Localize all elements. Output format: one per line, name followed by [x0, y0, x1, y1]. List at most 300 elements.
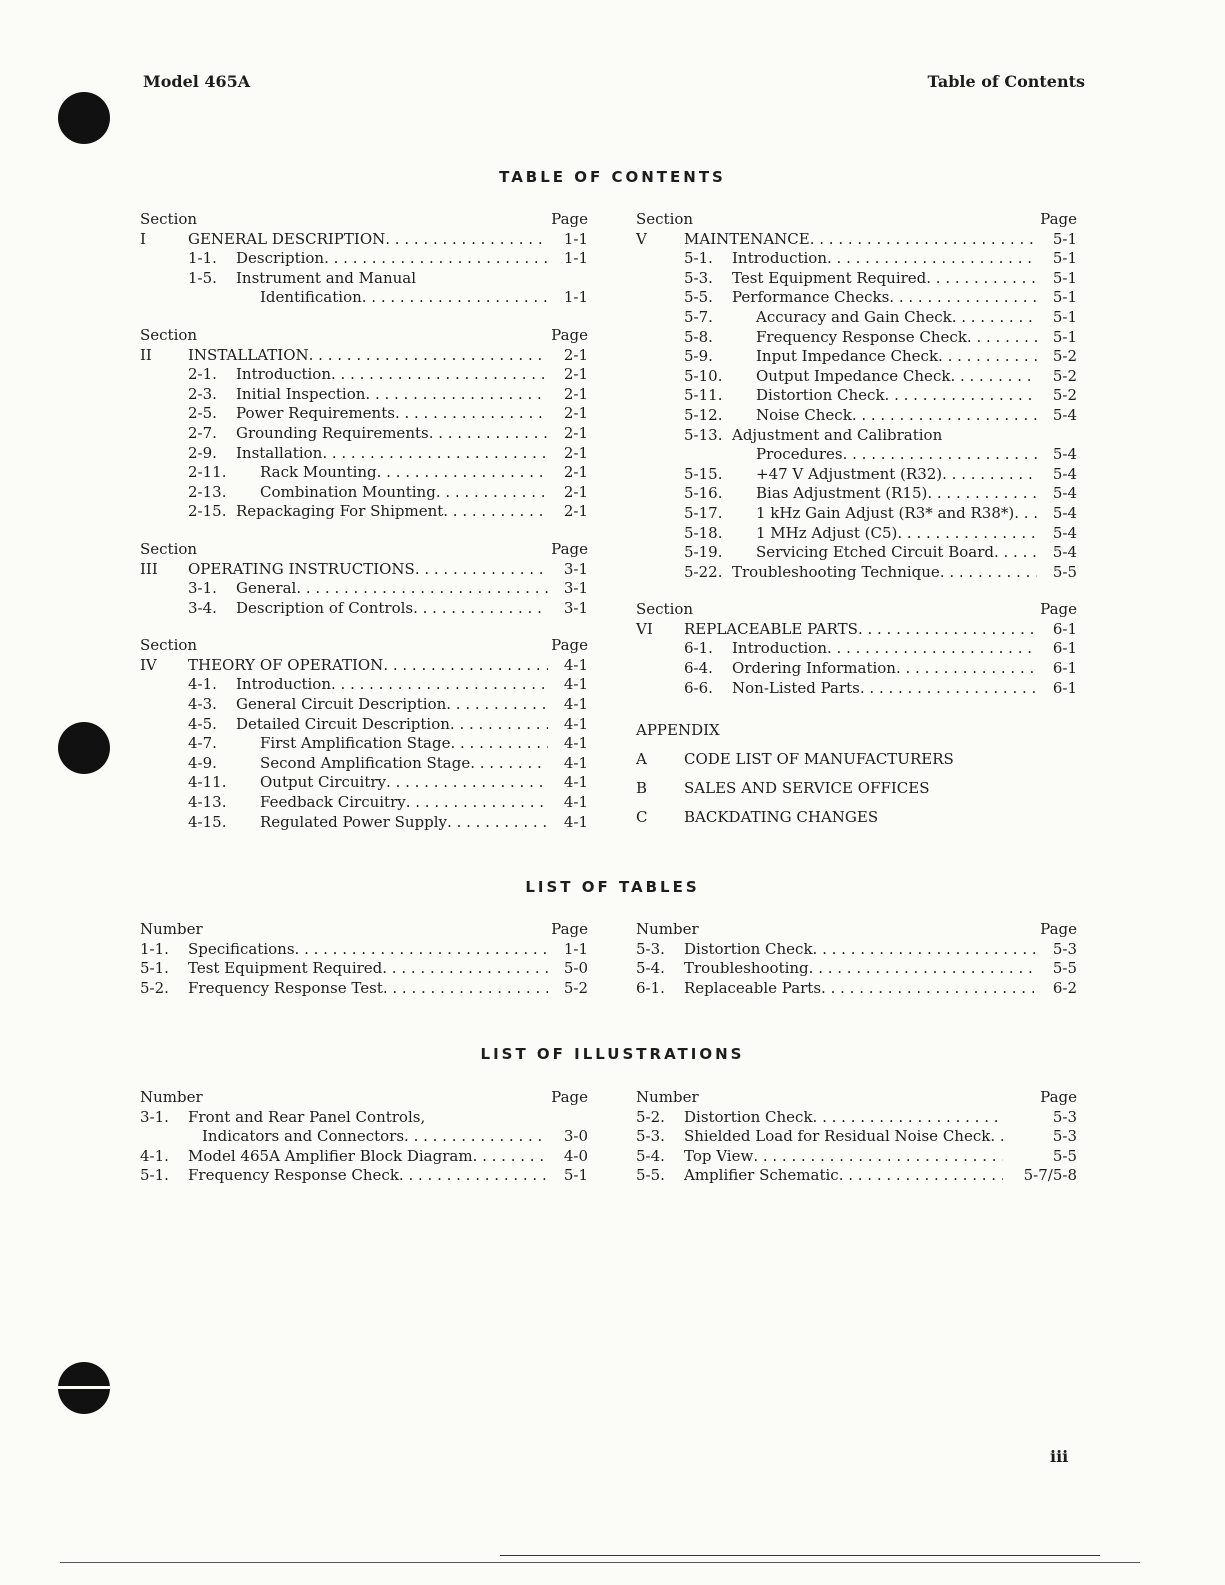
- appendix-title-text: SALES AND SERVICE OFFICES: [684, 779, 930, 798]
- entry-page: 6-1: [1052, 659, 1077, 678]
- scan-rule: [60, 1562, 1140, 1563]
- entry-title: Introduction: [236, 365, 331, 384]
- entry-page: Page: [1040, 600, 1077, 619]
- toc-entry-row: [140, 734, 588, 754]
- illustrations-title: LIST OF ILLUSTRATIONS: [480, 1045, 745, 1063]
- entry-label: [636, 1166, 1003, 1186]
- toc-entry-row: [140, 599, 588, 619]
- entry-label: [140, 636, 548, 656]
- entry-label: [636, 308, 1037, 328]
- entry-label: [140, 269, 548, 289]
- entry-title: Section: [636, 210, 694, 228]
- entry-number: 1-5.: [188, 268, 217, 287]
- entry-label: [140, 1127, 548, 1147]
- toc-entry-row: [140, 365, 588, 385]
- entry-label: [140, 210, 548, 230]
- entry-number: 5-19.: [684, 543, 723, 562]
- appendix-row: [636, 745, 1077, 774]
- list-entry-row: [636, 959, 1077, 979]
- toc-entry-row: [636, 308, 1077, 328]
- entry-number: 5-2.: [636, 1107, 665, 1126]
- entry-title: Installation: [236, 443, 323, 462]
- entry-label: [636, 1088, 1003, 1108]
- entry-title: Description: [236, 249, 325, 268]
- entry-label: [636, 524, 1037, 544]
- scan-rule: [500, 1555, 1100, 1556]
- toc-entry-row: [140, 288, 588, 308]
- entry-number: 2-13.: [188, 482, 227, 501]
- entry-label: [636, 1147, 1003, 1167]
- entry-title: Procedures: [756, 445, 843, 464]
- entry-label: [636, 328, 1037, 348]
- entry-title: Frequency Response Check: [188, 1166, 399, 1185]
- toc-entry-row: [636, 563, 1077, 583]
- section-heading-row: [636, 210, 1077, 230]
- entry-label: [636, 659, 1037, 679]
- entry-page: 6-2: [1052, 978, 1077, 997]
- entry-label: [636, 940, 1037, 960]
- toc-entry-row: [140, 754, 588, 774]
- appendix-title-text: BACKDATING CHANGES: [684, 808, 879, 827]
- entry-title: REPLACEABLE PARTS: [684, 619, 858, 638]
- entry-page: 4-1: [563, 675, 588, 694]
- entry-page: 6-1: [1052, 619, 1077, 638]
- entry-page: 5-2: [563, 978, 588, 997]
- entry-label: [140, 1166, 548, 1186]
- entry-label: [140, 1108, 548, 1128]
- entry-title: Identification: [260, 288, 362, 307]
- entry-title: Instrument and Manual: [236, 268, 417, 287]
- entry-page: Page: [551, 539, 588, 558]
- entry-title: Combination Mounting: [260, 482, 436, 501]
- entry-label: [636, 679, 1037, 699]
- entry-page: Page: [551, 1088, 588, 1106]
- entry-title: Distortion Check: [684, 1107, 813, 1126]
- entry-number: 6-1.: [684, 639, 713, 658]
- entry-title: Description of Controls: [236, 598, 414, 617]
- entry-title: Introduction: [732, 639, 827, 658]
- toc-entry-row: [636, 445, 1077, 465]
- entry-page: Page: [551, 210, 588, 228]
- toc-entry-row: [140, 502, 588, 522]
- entry-page: 2-1: [563, 384, 588, 403]
- entry-title: Number: [636, 920, 699, 938]
- entry-label: [140, 365, 548, 385]
- entry-page: 1-1: [563, 249, 588, 268]
- entry-title: Section: [140, 325, 198, 344]
- entry-label: [140, 444, 548, 464]
- entry-label: [140, 249, 548, 269]
- binder-hole: [58, 1362, 110, 1414]
- entry-label: [140, 1088, 548, 1108]
- entry-title: Performance Checks: [732, 288, 890, 307]
- entry-page: Page: [1040, 210, 1077, 228]
- entry-label: [140, 424, 548, 444]
- entry-page: 5-4: [1052, 405, 1077, 424]
- entry-title: Introduction: [236, 675, 331, 694]
- section-number: II: [140, 345, 152, 364]
- entry-page: 6-1: [1052, 639, 1077, 658]
- entry-number: 4-15.: [188, 812, 227, 831]
- entry-number: 5-17.: [684, 503, 723, 522]
- list-entry-row: [636, 1108, 1077, 1128]
- entry-number: 6-4.: [684, 659, 713, 678]
- toc-entry-row: [636, 426, 1077, 446]
- entry-page: 5-2: [1052, 347, 1077, 366]
- appendix-key: A: [636, 750, 647, 769]
- appendix-title-text: CODE LIST OF MANUFACTURERS: [684, 750, 954, 769]
- entry-title: Introduction: [732, 249, 827, 268]
- entry-title: Number: [140, 1088, 203, 1106]
- entry-label: [636, 979, 1037, 999]
- entry-label: [636, 367, 1037, 387]
- entry-label: [140, 1147, 548, 1167]
- entry-number: 5-5.: [636, 1166, 665, 1185]
- section-heading-row: [140, 326, 588, 346]
- toc-entry-row: [140, 404, 588, 424]
- entry-page: 5-1: [1052, 307, 1077, 326]
- entry-page: 5-1: [1052, 288, 1077, 307]
- entry-page: 4-1: [563, 655, 588, 674]
- toc-entry-row: [636, 269, 1077, 289]
- entry-label: [140, 502, 548, 522]
- section-heading-row: [140, 540, 588, 560]
- entry-label: [636, 484, 1037, 504]
- entry-label: [636, 504, 1037, 524]
- entry-page: 5-4: [1052, 445, 1077, 464]
- entry-label: [636, 543, 1037, 563]
- entry-title: Accuracy and Gain Check: [756, 307, 952, 326]
- toc-entry-row: [140, 424, 588, 444]
- entry-number: 5-2.: [140, 978, 169, 997]
- toc-left-column: [140, 210, 588, 850]
- toc-entry-row: [636, 679, 1077, 699]
- entry-number: 1-1.: [188, 249, 217, 268]
- entry-title: +47 V Adjustment (R32): [756, 464, 943, 483]
- entry-number: 4-1.: [188, 675, 217, 694]
- entry-title: Initial Inspection: [236, 384, 366, 403]
- toc-entry-row: [636, 288, 1077, 308]
- entry-page: 5-3: [1052, 1107, 1077, 1126]
- section-number: I: [140, 229, 146, 248]
- entry-title: Shielded Load for Residual Noise Check: [684, 1127, 991, 1146]
- entry-title: 1 kHz Gain Adjust (R3* and R38*): [756, 503, 1015, 522]
- entry-page: 5-2: [1052, 386, 1077, 405]
- entry-page: 4-1: [563, 695, 588, 714]
- entry-number: 5-18.: [684, 523, 723, 542]
- section-heading-row: [140, 636, 588, 656]
- entry-title: Model 465A Amplifier Block Diagram: [188, 1146, 473, 1165]
- entry-label: [636, 406, 1037, 426]
- entry-title: Grounding Requirements: [236, 423, 429, 442]
- list-heading-row: [140, 920, 588, 940]
- list-entry-row: [636, 1147, 1077, 1167]
- entry-label: [140, 404, 548, 424]
- entry-label: [140, 813, 548, 833]
- entry-number: 5-5.: [684, 288, 713, 307]
- entry-title: Troubleshooting: [684, 959, 809, 978]
- entry-title: Ordering Information: [732, 659, 896, 678]
- entry-title: Test Equipment Required: [732, 268, 927, 287]
- entry-page: 2-1: [563, 345, 588, 364]
- entry-page: 3-1: [563, 559, 588, 578]
- section-title-row: [140, 346, 588, 366]
- entry-number: 1-1.: [140, 939, 169, 958]
- toc-section-block: [636, 600, 1077, 698]
- toc-section-block: [140, 326, 588, 522]
- entry-title: Feedback Circuitry: [260, 793, 406, 812]
- entry-title: Distortion Check: [684, 939, 813, 958]
- entry-title: Frequency Response Check: [756, 327, 967, 346]
- illustrations-left-column: [140, 1088, 588, 1186]
- entry-page: 4-1: [563, 773, 588, 792]
- list-entry-row: [140, 1108, 588, 1128]
- entry-title: Section: [140, 210, 198, 228]
- entry-number: 5-12.: [684, 405, 723, 424]
- entry-label: [636, 210, 1037, 230]
- entry-number: 4-11.: [188, 773, 227, 792]
- toc-entry-row: [636, 504, 1077, 524]
- entry-label: [636, 445, 1037, 465]
- entry-label: [140, 695, 548, 715]
- toc-entry-row: [140, 249, 588, 269]
- entry-number: 5-4.: [636, 1146, 665, 1165]
- entry-number: 3-1.: [188, 579, 217, 598]
- entry-title: Detailed Circuit Description: [236, 714, 450, 733]
- entry-page: 5-1: [1052, 327, 1077, 346]
- entry-number: 2-11.: [188, 463, 227, 482]
- entry-title: 1 MHz Adjust (C5): [756, 523, 898, 542]
- entry-title: Noise Check: [756, 405, 852, 424]
- entry-page: 5-7/5-8: [1023, 1166, 1077, 1185]
- entry-number: 5-1.: [140, 1166, 169, 1185]
- entry-title: Servicing Etched Circuit Board: [756, 543, 994, 562]
- list-entry-row: [636, 979, 1077, 999]
- section-heading-row: [140, 210, 588, 230]
- entry-label: [140, 540, 548, 560]
- toc-entry-row: [636, 347, 1077, 367]
- entry-page: 5-4: [1052, 523, 1077, 542]
- entry-title: Bias Adjustment (R15): [756, 484, 928, 503]
- entry-page: 3-1: [563, 598, 588, 617]
- entry-label: [684, 620, 1037, 640]
- entry-label: [140, 940, 548, 960]
- binder-hole: [58, 722, 110, 774]
- toc-entry-row: [636, 328, 1077, 348]
- entry-label: [636, 639, 1037, 659]
- entry-page: Page: [551, 325, 588, 344]
- entry-page: 6-1: [1052, 678, 1077, 697]
- entry-page: 5-4: [1052, 503, 1077, 522]
- entry-label: [188, 346, 548, 366]
- entry-page: 2-1: [563, 365, 588, 384]
- entry-number: 5-9.: [684, 347, 713, 366]
- entry-number: 5-15.: [684, 464, 723, 483]
- entry-number: 5-11.: [684, 386, 723, 405]
- entry-label: [140, 599, 548, 619]
- section-title-row: [636, 230, 1077, 250]
- section-number: V: [636, 229, 647, 248]
- entry-label: [140, 734, 548, 754]
- entry-title: Regulated Power Supply: [260, 812, 448, 831]
- toc-section-block: [140, 540, 588, 618]
- entry-label: [140, 675, 548, 695]
- entry-page: 4-1: [563, 812, 588, 831]
- entry-title: Troubleshooting Technique: [732, 562, 940, 581]
- entry-page: 5-5: [1052, 562, 1077, 581]
- entry-label: [188, 656, 548, 676]
- entry-page: 4-1: [563, 753, 588, 772]
- entry-number: 2-15.: [188, 502, 227, 521]
- entry-number: 4-3.: [188, 695, 217, 714]
- entry-label: [636, 386, 1037, 406]
- toc-entry-row: [636, 386, 1077, 406]
- list-entry-row: [636, 1127, 1077, 1147]
- entry-label: [636, 1108, 1003, 1128]
- entry-page: Page: [551, 920, 588, 938]
- toc-entry-row: [140, 813, 588, 833]
- entry-number: 2-5.: [188, 404, 217, 423]
- entry-title: Output Circuitry: [260, 773, 387, 792]
- entry-number: 6-1.: [636, 978, 665, 997]
- entry-number: 5-22.: [684, 562, 723, 581]
- entry-page: 5-5: [1052, 959, 1077, 978]
- appendix-key: B: [636, 779, 648, 798]
- entry-label: [140, 385, 548, 405]
- entry-number: 4-7.: [188, 734, 217, 753]
- list-heading-row: [636, 1088, 1077, 1108]
- entry-title: Distortion Check: [756, 386, 885, 405]
- entry-label: [636, 920, 1037, 940]
- entry-page: Page: [551, 636, 588, 655]
- entry-page: 4-1: [563, 734, 588, 753]
- entry-number: 2-3.: [188, 384, 217, 403]
- entry-label: [140, 920, 548, 940]
- entry-page: 2-1: [563, 443, 588, 462]
- entry-title: Top View: [684, 1146, 754, 1165]
- entry-page: 1-1: [563, 939, 588, 958]
- entry-title: Amplifier Schematic: [684, 1166, 839, 1185]
- appendix-row: [636, 774, 1077, 803]
- entry-title: INSTALLATION: [188, 345, 309, 364]
- toc-entry-row: [140, 715, 588, 735]
- entry-page: 3-1: [563, 579, 588, 598]
- entry-label: [140, 715, 548, 735]
- entry-label: [636, 600, 1037, 620]
- toc-entry-row: [140, 695, 588, 715]
- entry-title: Section: [140, 539, 198, 558]
- entry-page: 5-2: [1052, 366, 1077, 385]
- entry-page: Page: [1040, 1088, 1077, 1106]
- toc-entry-row: [636, 639, 1077, 659]
- entry-page: 2-1: [563, 404, 588, 423]
- list-entry-row: [636, 940, 1077, 960]
- section-title-row: [140, 656, 588, 676]
- illustrations-right-column: [636, 1088, 1077, 1186]
- toc-title: TABLE OF CONTENTS: [499, 168, 726, 186]
- appendix-block: [636, 716, 1077, 832]
- toc-entry-row: [636, 406, 1077, 426]
- entry-page: 5-1: [1052, 249, 1077, 268]
- entry-title: GENERAL DESCRIPTION: [188, 229, 386, 248]
- entry-title: Specifications: [188, 939, 295, 958]
- entry-page: 5-1: [563, 1166, 588, 1185]
- section-title-row: [636, 620, 1077, 640]
- entry-number: 5-3.: [636, 1127, 665, 1146]
- toc-section-block: [140, 210, 588, 308]
- toc-entry-row: [140, 269, 588, 289]
- entry-title: Adjustment and Calibration: [732, 425, 943, 444]
- appendix-key: C: [636, 808, 648, 827]
- entry-number: 5-7.: [684, 307, 713, 326]
- entry-page: Page: [1040, 920, 1077, 938]
- entry-label: [636, 959, 1037, 979]
- list-entry-row: [140, 1147, 588, 1167]
- entry-title: Test Equipment Required: [188, 959, 383, 978]
- list-entry-row: [140, 959, 588, 979]
- entry-label: [636, 249, 1037, 269]
- entry-page: 5-5: [1052, 1146, 1077, 1165]
- toc-entry-row: [636, 465, 1077, 485]
- list-entry-row: [140, 979, 588, 999]
- entry-page: 5-4: [1052, 543, 1077, 562]
- list-entry-row: [140, 940, 588, 960]
- entry-title: Section: [140, 636, 198, 655]
- entry-number: 5-1.: [684, 249, 713, 268]
- entry-title: General Circuit Description: [236, 695, 447, 714]
- entry-number: 2-9.: [188, 443, 217, 462]
- entry-title: General: [236, 579, 297, 598]
- entry-label: [636, 1127, 1003, 1147]
- section-number: III: [140, 559, 158, 578]
- entry-title: MAINTENANCE: [684, 229, 810, 248]
- entry-title: Number: [636, 1088, 699, 1106]
- toc-entry-row: [140, 579, 588, 599]
- toc-right-column: [636, 210, 1077, 850]
- entry-label: [140, 959, 548, 979]
- entry-label: [140, 483, 548, 503]
- entry-title: Second Amplification Stage: [260, 753, 471, 772]
- entry-number: 3-1.: [140, 1107, 169, 1126]
- section-number: IV: [140, 655, 157, 674]
- toc-entry-row: [140, 675, 588, 695]
- toc-section-block: [636, 210, 1077, 582]
- entry-page: 5-4: [1052, 464, 1077, 483]
- toc-entry-row: [140, 793, 588, 813]
- entry-page: 4-1: [563, 793, 588, 812]
- entry-number: 2-7.: [188, 423, 217, 442]
- entry-title: Repackaging For Shipment: [236, 502, 444, 521]
- toc-entry-row: [140, 385, 588, 405]
- entry-title: Rack Mounting: [260, 463, 377, 482]
- toc-entry-row: [636, 367, 1077, 387]
- toc-entry-row: [636, 524, 1077, 544]
- entry-number: 5-10.: [684, 366, 723, 385]
- entry-label: [636, 465, 1037, 485]
- header-model: Model 465A: [143, 72, 251, 91]
- tables-title: LIST OF TABLES: [525, 878, 700, 896]
- entry-label: [140, 579, 548, 599]
- entry-label: [636, 426, 1037, 446]
- entry-number: 5-1.: [140, 959, 169, 978]
- entry-page: 5-3: [1052, 939, 1077, 958]
- entry-label: [636, 288, 1037, 308]
- entry-label: [140, 773, 548, 793]
- entry-page: 2-1: [563, 463, 588, 482]
- entry-title: Replaceable Parts: [684, 978, 822, 997]
- entry-label: [140, 288, 548, 308]
- entry-title: OPERATING INSTRUCTIONS: [188, 559, 415, 578]
